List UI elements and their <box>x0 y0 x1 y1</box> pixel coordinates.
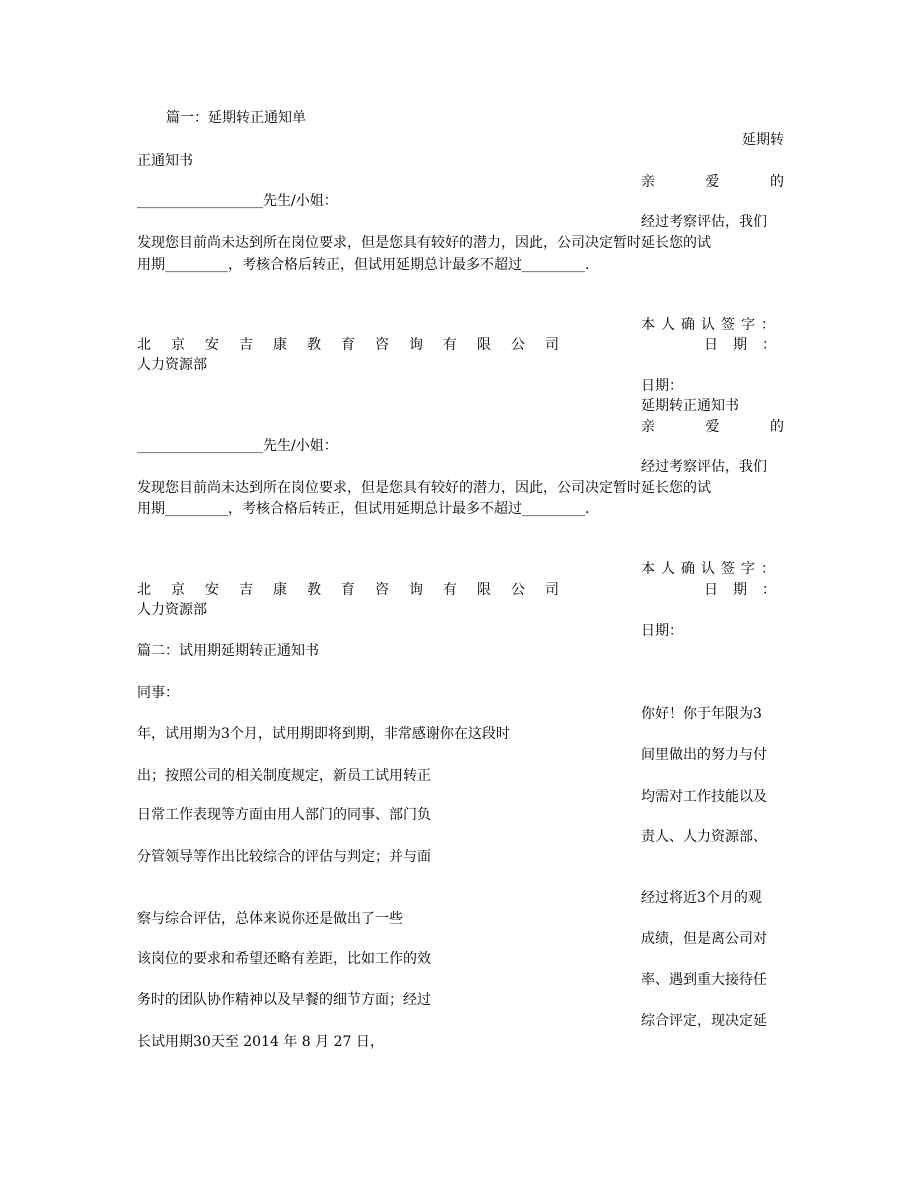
body-line: 发现您目前尚未达到所在岗位要求，但是您具有较好的潜力，因此，公司决定暂时延长您的试 <box>137 480 711 496</box>
left-column-line: 该岗位的要求和希望还略有差距，比如工作的效 <box>137 951 431 967</box>
date-spaced-row <box>704 581 776 599</box>
right-column-line: 率、遇到重大接待任 <box>641 972 767 988</box>
company-name: 北京安吉康教育咨询有限公司 <box>137 337 579 353</box>
left-column-line: 日常工作表现等方面由用人部门的同事、部门负 <box>137 807 431 823</box>
dear-char: 亲 <box>641 419 655 435</box>
body-line: 用期_________，考核合格后转正，但试用延期总计最多不超过_________. <box>137 257 590 273</box>
intro-text: 经过考察评估，我们 <box>641 214 767 230</box>
right-column-line: 间里做出的努力与付 <box>641 747 767 763</box>
left-column-line: 分管领导等作出比较综合的评估与判定；并与面 <box>137 849 431 865</box>
right-column-line: 责人、人力资源部、 <box>641 829 767 845</box>
dear-char: 亲 <box>641 174 655 190</box>
dear-row <box>641 418 784 436</box>
salutation: __________________先生/小姐： <box>137 193 338 209</box>
right-column-line: 成绩，但是离公司对 <box>641 931 767 947</box>
dear-row <box>641 173 784 191</box>
date-char: ： <box>762 582 776 598</box>
notice-title: 延期转正通知书 <box>641 398 739 414</box>
date-spaced-row <box>704 336 776 354</box>
colleague-salutation: 同事： <box>137 685 179 701</box>
right-column-line: 经过将近3个月的观 <box>641 890 762 906</box>
title-fragment-a: 延期转 <box>742 132 784 148</box>
date-label: 日期： <box>641 623 683 639</box>
confirm-signature: 本人确认签字： <box>641 317 781 333</box>
left-column-line: 务时的团队协作精神以及早餐的细节方面；经过 <box>137 992 431 1008</box>
right-column-line: 综合评定，现决定延 <box>641 1013 767 1029</box>
left-column-line: 出；按照公司的相关制度规定，新员工试用转正 <box>137 768 431 784</box>
right-column-line: 你好！你于年限为3 <box>641 706 762 722</box>
date-char: 期 <box>733 337 747 353</box>
part1-heading: 篇一：延期转正通知单 <box>166 110 306 126</box>
left-column-line: 察与综合评估，总体来说你还是做出了一些 <box>137 911 403 927</box>
date-char: ： <box>762 337 776 353</box>
intro-text: 经过考察评估，我们 <box>641 459 767 475</box>
dear-char: 的 <box>770 174 784 190</box>
body-line: 发现您目前尚未达到所在岗位要求，但是您具有较好的潜力，因此，公司决定暂时延长您的试 <box>137 235 711 251</box>
body-line: 用期_________，考核合格后转正，但试用延期总计最多不超过_________. <box>137 501 590 517</box>
part2-heading: 篇二：试用期延期转正通知书 <box>137 643 319 659</box>
company-name: 北京安吉康教育咨询有限公司 <box>137 582 579 598</box>
left-column-line: 长试用期30天至 2014 年 8 月 27 日， <box>137 1034 384 1050</box>
dear-char: 爱 <box>705 419 720 435</box>
salutation: __________________先生/小姐： <box>137 438 338 454</box>
confirm-signature: 本人确认签字： <box>641 561 781 577</box>
department: 人力资源部 <box>137 602 207 618</box>
dear-char: 爱 <box>705 174 720 190</box>
right-column-line: 均需对工作技能以及 <box>641 789 767 805</box>
dear-char: 的 <box>770 419 784 435</box>
date-char: 日 <box>704 582 718 598</box>
left-column-line: 年，试用期为3个月，试用期即将到期，非常感谢你在这段时 <box>137 726 510 742</box>
department: 人力资源部 <box>137 357 207 373</box>
date-char: 日 <box>704 337 718 353</box>
title-fragment-b: 正通知书 <box>137 153 193 169</box>
date-char: 期 <box>733 582 747 598</box>
date-label: 日期： <box>641 378 683 394</box>
